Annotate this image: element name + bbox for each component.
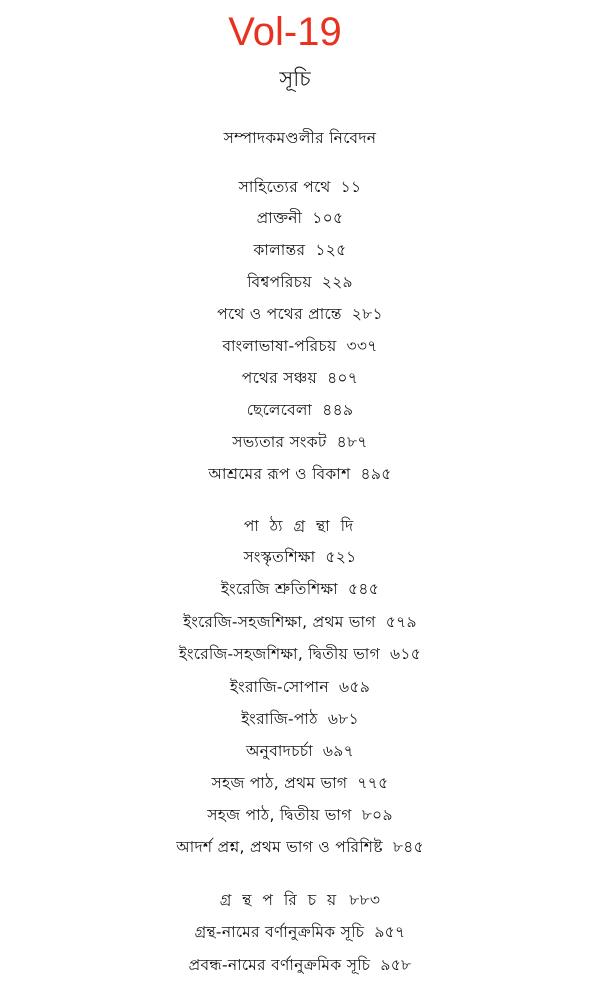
toc-entry: [0, 334, 600, 358]
entry-page: ৫২১: [325, 548, 357, 566]
entry-page: ৪৯৫: [360, 465, 392, 483]
toc-entry: [0, 430, 600, 454]
entry-page: ২৮১: [351, 305, 383, 323]
entry-page: ৮০৯: [361, 806, 393, 824]
entry-title: সংস্কৃতশিক্ষা: [243, 548, 316, 566]
entry-title: সহজ পাঠ, দ্বিতীয় ভাগ: [207, 806, 352, 824]
entry-page: ৯৫৮: [380, 956, 412, 974]
toc-entry: [0, 739, 600, 763]
entry-title: আদর্শ প্রশ্ন, প্রথম ভাগ ও পরিশিষ্ট: [176, 838, 383, 856]
entry-page: ৯৫৭: [374, 923, 406, 941]
toc-entry: [0, 835, 600, 859]
toc-entry: [0, 707, 600, 731]
toc-entry-book-intro: [0, 888, 600, 912]
entry-title: ছেলেবেলা: [246, 401, 313, 419]
entry-title: প্রাক্তনী: [256, 209, 303, 227]
entry-page: ৩৩৭: [346, 337, 378, 355]
section-title: পা ঠ্য গ্র ন্থা দি: [243, 517, 357, 535]
entry-page: ৬৯৭: [322, 742, 355, 760]
entry-title: ইংরেজি শ্রুতিশিক্ষা: [220, 580, 338, 598]
entry-title: ইংরাজি-পাঠ: [241, 710, 318, 728]
entry-page: ২২৯: [321, 273, 353, 291]
toc-entry: [0, 545, 600, 569]
entry-title: প্রবন্ধ-নামের বর্ণানুক্রমিক সূচি: [188, 956, 371, 974]
entry-title: কালান্তর: [253, 241, 306, 259]
entry-page: ৪৪৯: [322, 401, 354, 419]
page-title: সূচি: [279, 67, 311, 91]
toc-entry: [0, 642, 600, 666]
volume-label: Vol-19: [228, 10, 342, 54]
entry-page: ৫৭৯: [385, 613, 417, 631]
entry-page: ৭৭৫: [357, 774, 389, 792]
entry-page: ৫৪৫: [347, 580, 380, 598]
entry-title: সম্পাদকমণ্ডলীর নিবেদন: [223, 129, 377, 147]
entry-page: ১২৫: [315, 241, 347, 259]
toc-entry: [0, 366, 600, 390]
entry-page: ৬১৫: [390, 645, 422, 663]
entry-page: ৮৪৫: [392, 838, 424, 856]
entry-page: ৬৮১: [327, 710, 359, 728]
entry-page: ৮৮৩: [349, 891, 381, 909]
entry-title: বিশ্বপরিচয়: [247, 273, 312, 291]
toc-entry: [0, 398, 600, 422]
entry-title: ইংরেজি-সহজশিক্ষা, দ্বিতীয় ভাগ: [178, 645, 381, 663]
entry-page: ৬৫৯: [338, 678, 371, 696]
toc-entry: [0, 206, 600, 230]
toc-entry: [0, 675, 600, 699]
entry-title: পথে ও পথের প্রান্তে: [217, 305, 342, 323]
entry-title: বাংলাভাষা-পরিচয়: [222, 337, 337, 355]
toc-entry: [0, 175, 600, 199]
entry-title: অনুবাদচর্চা: [245, 742, 313, 760]
entry-title: সভ্যতার সংকট: [232, 433, 327, 451]
entry-page: ৪০৭: [327, 369, 359, 387]
entry-title: গ্র ন্থ প রি চ য়: [219, 891, 340, 909]
toc-entry: [0, 771, 600, 795]
entry-title: সাহিত্যের পথে: [238, 178, 331, 196]
entry-title: ইংরেজি-সহজশিক্ষা, প্রথম ভাগ: [183, 613, 376, 631]
toc-entry: [0, 270, 600, 294]
entry-title: আশ্রমের রূপ ও বিকাশ: [208, 465, 351, 483]
entry-page: ১০৫: [312, 209, 344, 227]
entry-title: পথের সঞ্চয়: [241, 369, 318, 387]
toc-entry: [0, 953, 600, 977]
section-heading-textbooks: [0, 514, 600, 538]
toc-entry: [0, 577, 600, 601]
toc-entry: [0, 462, 600, 486]
editors-note-entry: [0, 126, 600, 150]
toc-entry: [0, 238, 600, 262]
entry-title: ইংরাজি-সোপান: [229, 678, 329, 696]
entry-title: গ্রন্থ-নামের বর্ণানুক্রমিক সূচি: [194, 923, 365, 941]
toc-entry: [0, 610, 600, 634]
entry-page: ৪৮৭: [336, 433, 368, 451]
entry-title: সহজ পাঠ, প্রথম ভাগ: [211, 774, 348, 792]
entry-page: ১১: [340, 178, 362, 196]
toc-entry: [0, 920, 600, 944]
toc-entry: [0, 803, 600, 827]
toc-entry: [0, 302, 600, 326]
